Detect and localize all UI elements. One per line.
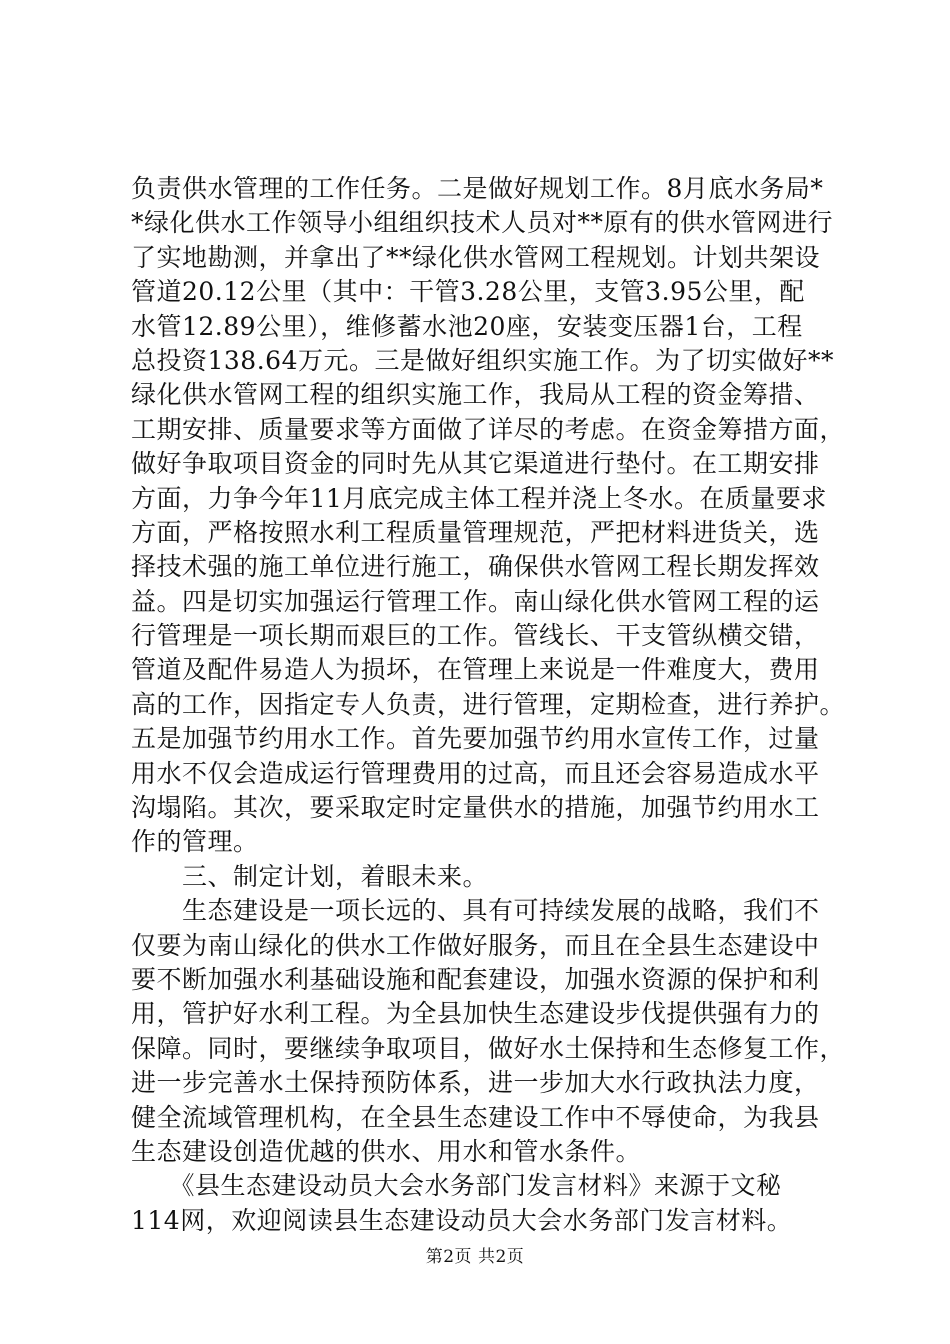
text-line: 用水不仅会造成运行管理费用的过高，而且还会容易造成水平 (131, 758, 820, 788)
text-line: 方面，严格按照水利工程质量管理规范，严把材料进货关，选 (131, 517, 820, 547)
text-line: 五是加强节约用水工作。首先要加强节约用水宣传工作，过量 (131, 724, 820, 754)
text-line: 用，管护好水利工程。为全县加快生态建设步伐提供强有力的 (131, 999, 820, 1029)
text-line: 管道20.12公里（其中：干管3.28公里，支管3.95公里，配 (131, 277, 805, 307)
page-number: 第2页 共2页 (425, 1247, 525, 1267)
text-line: 做好争取项目资金的同时先从其它渠道进行垫付。在工期安排 (131, 449, 820, 479)
text-line: 了实地勘测，并拿出了**绿化供水管网工程规划。计划共架设 (131, 242, 821, 272)
text-line: 工期安排、质量要求等方面做了详尽的考虑。在资金筹措方面， (131, 414, 846, 444)
text-line: 绿化供水管网工程的组织实施工作，我局从工程的资金筹措、 (131, 380, 820, 410)
text-line: 《县生态建设动员大会水务部门发言材料》来源于文秘 (131, 1171, 782, 1201)
text-line: 进一步完善水土保持预防体系，进一步加大水行政执法力度， (131, 1068, 820, 1098)
section-heading: 三、制定计划，着眼未来。 (131, 861, 489, 891)
text-line: 高的工作，因指定专人负责，进行管理，定期检查，进行养护。 (131, 689, 846, 719)
text-line: 114网，欢迎阅读县生态建设动员大会水务部门发言材料。 (131, 1205, 793, 1235)
page-footer (0, 1242, 950, 1267)
text-line: 生态建设是一项长远的、具有可持续发展的战略，我们不 (131, 896, 820, 926)
text-line: 益。四是切实加强运行管理工作。南山绿化供水管网工程的运 (131, 586, 820, 616)
document-body (131, 172, 846, 1238)
text-line: 水管12.89公里），维修蓄水池20座，安装变压器1台，工程 (131, 311, 803, 341)
text-line: 作的管理。 (131, 827, 259, 857)
text-line: 总投资138.64万元。三是做好组织实施工作。为了切实做好** (131, 345, 834, 375)
text-line: 仅要为南山绿化的供水工作做好服务，而且在全县生态建设中 (131, 930, 820, 960)
text-line: 行管理是一项长期而艰巨的工作。管线长、干支管纵横交错， (131, 621, 820, 651)
text-line: 择技术强的施工单位进行施工，确保供水管网工程长期发挥效 (131, 552, 820, 582)
text-line: 生态建设创造优越的供水、用水和管水条件。 (131, 1136, 642, 1166)
text-line: 管道及配件易造人为损坏，在管理上来说是一件难度大，费用 (131, 655, 820, 685)
text-line: 健全流域管理机构，在全县生态建设工作中不辱使命，为我县 (131, 1102, 820, 1132)
text-line: *绿化供水工作领导小组组织技术人员对**原有的供水管网进行 (131, 208, 834, 238)
text-line: 保障。同时，要继续争取项目，做好水土保持和生态修复工作， (131, 1033, 846, 1063)
text-line: 要不断加强水利基础设施和配套建设，加强水资源的保护和利 (131, 964, 820, 994)
text-line: 沟塌陷。其次，要采取定时定量供水的措施，加强节约用水工 (131, 793, 820, 823)
text-line: 方面，力争今年11月底完成主体工程并浇上冬水。在质量要求 (131, 483, 827, 513)
text-line: 负责供水管理的工作任务。二是做好规划工作。8月底水务局* (131, 174, 824, 203)
